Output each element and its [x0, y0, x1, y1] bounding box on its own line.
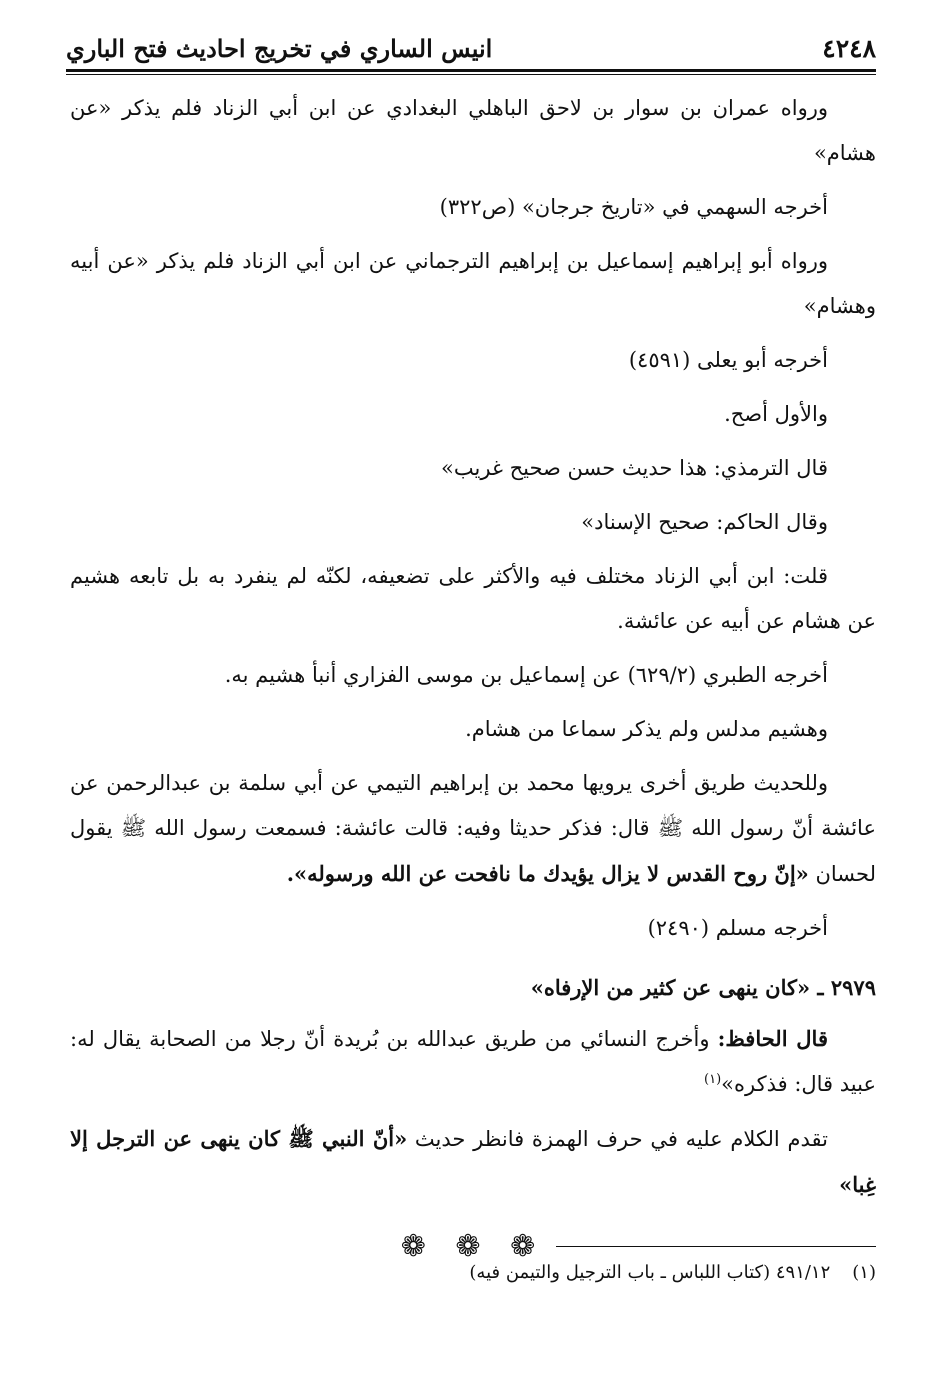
page-number: ٤٢٤٨ [822, 33, 876, 63]
hafiz-text: وأخرج النسائي من طريق عبدالله بن بُريدة أنّ رجلا من الصحابة يقال له: عبيد قال: فذكره» [70, 1027, 876, 1096]
paragraph-sahmi: أخرجه السهمي في «تاريخ جرجان» (ص٣٢٢) [439, 195, 828, 219]
paragraph-tirmidhi: قال الترمذي: هذا حديث حسن صحيح غريب» [441, 456, 828, 480]
paragraph-hakim: وقال الحاكم: صحيح الإسناد» [581, 510, 828, 534]
entry-heading: ٢٩٧٩ ـ «كان ينهى عن كثير من الإرفاه» [530, 975, 876, 1000]
hafiz-label: قال الحافظ: [717, 1026, 828, 1051]
paragraph-imran: ورواه عمران بن سوار بن لاحق الباهلي البغدادي عن ابن أبي الزناد فلم يذكر «عن هشام» [70, 96, 876, 165]
page-body [70, 86, 876, 1299]
paragraph-hafiz [70, 1016, 876, 1107]
paragraph-hushaym: وهشيم مدلس ولم يذكر سماعا من هشام. [465, 717, 828, 741]
footnote-text: ٤٩١/١٢ (كتاب اللباس ـ باب الترجيل والتيمن فيه) [469, 1262, 831, 1283]
paragraph-muslim: أخرجه مسلم (٢٤٩٠) [647, 916, 828, 940]
tariq-text: وللحديث طريق أخرى يرويها محمد بن إبراهيم التيمي عن أبي سلمة بن عبدالرحمن عن عائشة أنّ رسول الله ﷺ قال: فذكر حديثا وفيه: قالت عائشة: فسمعت رسول الله ﷺ يقول لحسان [70, 771, 876, 886]
footnote-rule [556, 1246, 876, 1247]
taqaddam-text: تقدم الكلام عليه في حرف الهمزة فانظر حديث [407, 1127, 828, 1151]
paragraph-tabari: أخرجه الطبري (٦٢٩/٢) عن إسماعيل بن موسى الفزاري أنبأ هشيم به. [224, 663, 828, 687]
paragraph-awwal-asah: والأول أصح. [724, 402, 828, 426]
footnote [70, 1258, 876, 1288]
paragraph-qultu: قلت: ابن أبي الزناد مختلف فيه والأكثر على تضعيفه، لكنّه لم ينفرد به بل تابعه هشيم عن هشام عن أبيه عن عائشة. [70, 564, 876, 633]
taqaddam-quote: «أنّ النبي ﷺ كان ينهى عن الترجل إلا غِبا» [70, 1126, 876, 1197]
paragraph-tariq-ukhra [70, 761, 876, 897]
separator-stars: ❁ ❁ ❁ [400, 1229, 546, 1264]
footnote-marker: (١) [704, 1072, 722, 1087]
paragraph-tarjumani: ورواه أبو إبراهيم إسماعيل بن إبراهيم الترجماني عن ابن أبي الزناد فلم يذكر «عن أبيه وهشام» [70, 249, 876, 318]
running-title: انيس الساري في تخريج احاديث فتح الباري [66, 33, 493, 63]
header-rule-thick [66, 69, 876, 72]
tariq-quote: «إنّ روح القدس لا يزال يؤيدك ما نافحت عن الله ورسوله». [286, 861, 809, 886]
paragraph-abu-yala: أخرجه أبو يعلى (٤٥٩١) [628, 348, 828, 372]
page-header [66, 28, 876, 68]
header-rule-thin [66, 74, 876, 75]
paragraph-taqaddam [70, 1116, 876, 1208]
footnote-number: (١) [852, 1262, 876, 1283]
